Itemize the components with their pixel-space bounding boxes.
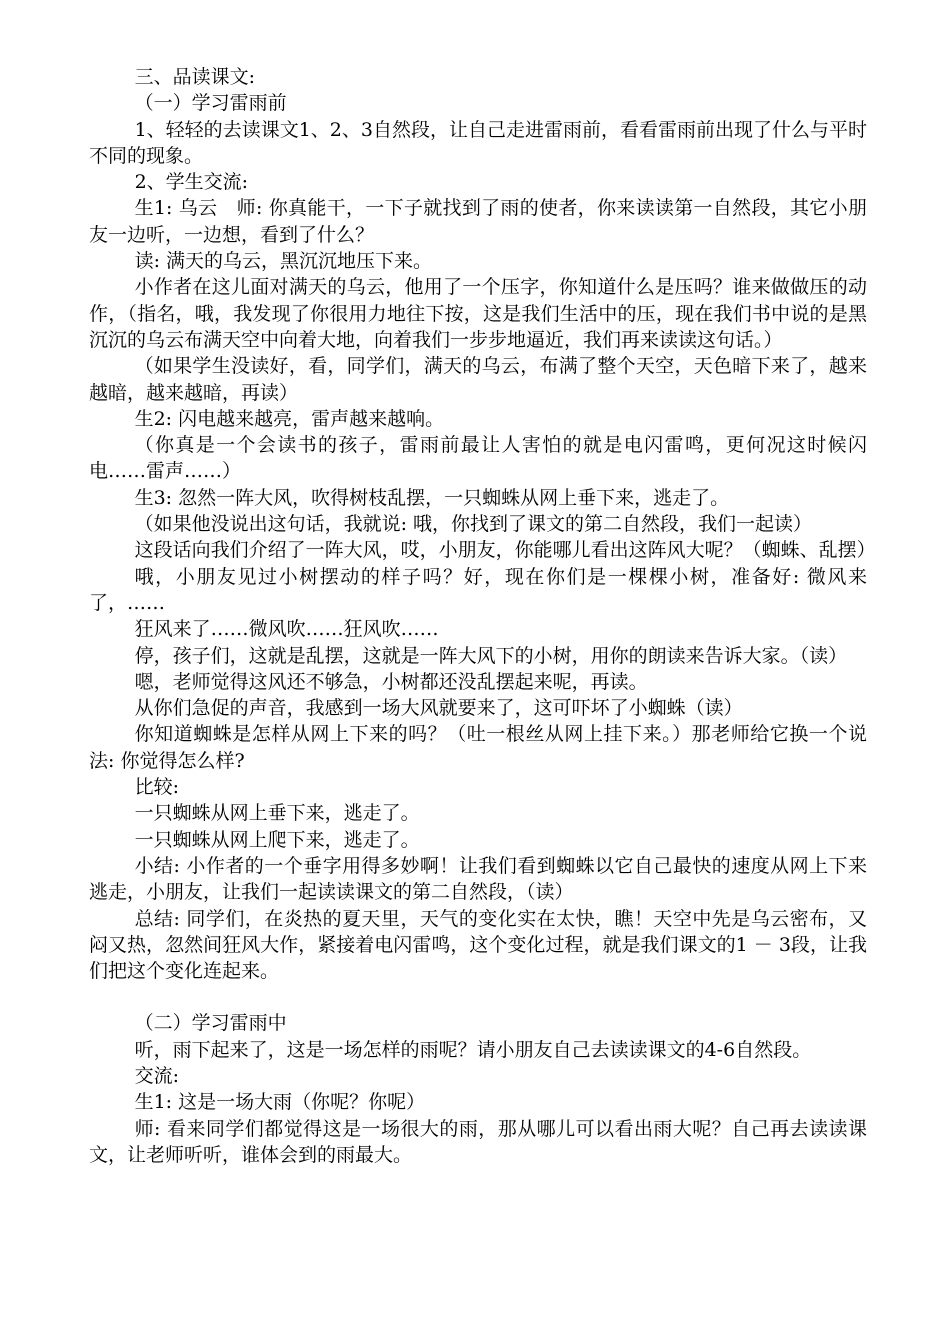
paragraph: 嗯，老师觉得这风还不够急，小树都还没乱摆起来呢，再读。 [134, 670, 648, 693]
document-page [89, 64, 876, 1168]
paragraph: 2、学生交流: [134, 171, 249, 194]
paragraph: 生2: 闪电越来越亮，雷声越来越响。 [134, 407, 445, 430]
paragraph: 一只蜘蛛从网上垂下来，逃走了。 [134, 802, 420, 825]
paragraph: 比较: [134, 776, 179, 799]
part2-heading: （二）学习雷雨中 [134, 1012, 287, 1035]
paragraph: 一只蜘蛛从网上爬下来，逃走了。 [134, 828, 420, 851]
paragraph: 1、轻轻的去读课文1、2、3自然段，让自己走进雷雨前，看看雷雨前出现了什么与平时不同的现象。 [89, 118, 867, 167]
paragraph: 读: 满天的乌云，黑沉沉地压下来。 [134, 250, 433, 273]
paragraph: 生1: 乌云 师: 你真能干，一下子就找到了雨的使者，你来读读第一自然段，其它小朋友一边听，一边想，看到了什么？ [89, 197, 867, 246]
paragraph: 你知道蜘蛛是怎样从网上下来的吗？（吐一根丝从网上挂下来。）那老师给它换一个说法: 你觉得怎么样? [89, 723, 867, 772]
paragraph: 停，孩子们，这就是乱摆，这就是一阵大风下的小树，用你的朗读来告诉大家。（读） [134, 644, 848, 667]
paragraph: 生3: 忽然一阵大风，吹得树枝乱摆，一只蜘蛛从网上垂下来，逃走了。 [134, 486, 730, 509]
paragraph: （如果学生没读好，看，同学们，满天的乌云，布满了整个天空，天色暗下来了，越来越暗，越来越暗，再读） [89, 355, 867, 404]
paragraph: 哦，小朋友见过小树摆动的样子吗？好，现在你们是一棵棵小树，准备好: 微风来了，…… [89, 565, 867, 614]
paragraph: 小结: 小作者的一个垂字用得多妙啊！让我们看到蜘蛛以它自己最快的速度从网上下来逃走，小朋友，让我们一起读读课文的第二自然段，（读） [89, 854, 867, 904]
paragraph: 师: 看来同学们都觉得这是一场很大的雨，那从哪儿可以看出雨大呢？自己再去读读课文，让老师听听，谁体会到的雨最大。 [89, 1117, 867, 1166]
paragraph: 狂风来了……微风吹……狂风吹…… [134, 618, 439, 641]
paragraph: （如果他没说出这句话，我就说: 哦，你找到了课文的第二自然段，我们一起读） [134, 513, 813, 536]
section-spacer [89, 984, 867, 1010]
paragraph: 总结: 同学们，在炎热的夏天里，天气的变化实在太快，瞧！天空中先是乌云密布，又闷又热，忽然间狂风大作，紧接着电闪雷鸣，这个变化过程，就是我们课文的1 － 3段，让我们把这个变化连起来。 [89, 907, 867, 983]
paragraph: 小作者在这儿面对满天的乌云，他用了一个压字，你知道什么是压吗？谁来做做压的动作，（指名，哦，我发现了你很用力地往下按，这是我们生活中的压，现在我们书中说的是黑沉沉的乌云布满天空中向着大地，向着我们一步步地逼近，我们再来读读这句话。） [89, 276, 867, 351]
paragraph: （你真是一个会读书的孩子，雷雨前最让人害怕的就是电闪雷鸣，更何况这时候闪电……雷声……） [89, 434, 867, 483]
section-title: 三、品读课文: [134, 66, 255, 88]
paragraph: 从你们急促的声音，我感到一场大风就要来了，这可吓坏了小蜘蛛（读） [134, 697, 743, 720]
paragraph: 生1: 这是一场大雨（你呢？你呢） [134, 1091, 426, 1114]
paragraph: 这段话向我们介绍了一阵大风，哎，小朋友，你能哪儿看出这阵风大呢？（蜘蛛、乱摆） [134, 539, 876, 562]
paragraph: 交流: [134, 1064, 179, 1087]
part1-heading: （一）学习雷雨前 [134, 92, 287, 115]
paragraph: 听，雨下起来了，这是一场怎样的雨呢？请小朋友自己去读读课文的4-6自然段。 [134, 1038, 812, 1061]
